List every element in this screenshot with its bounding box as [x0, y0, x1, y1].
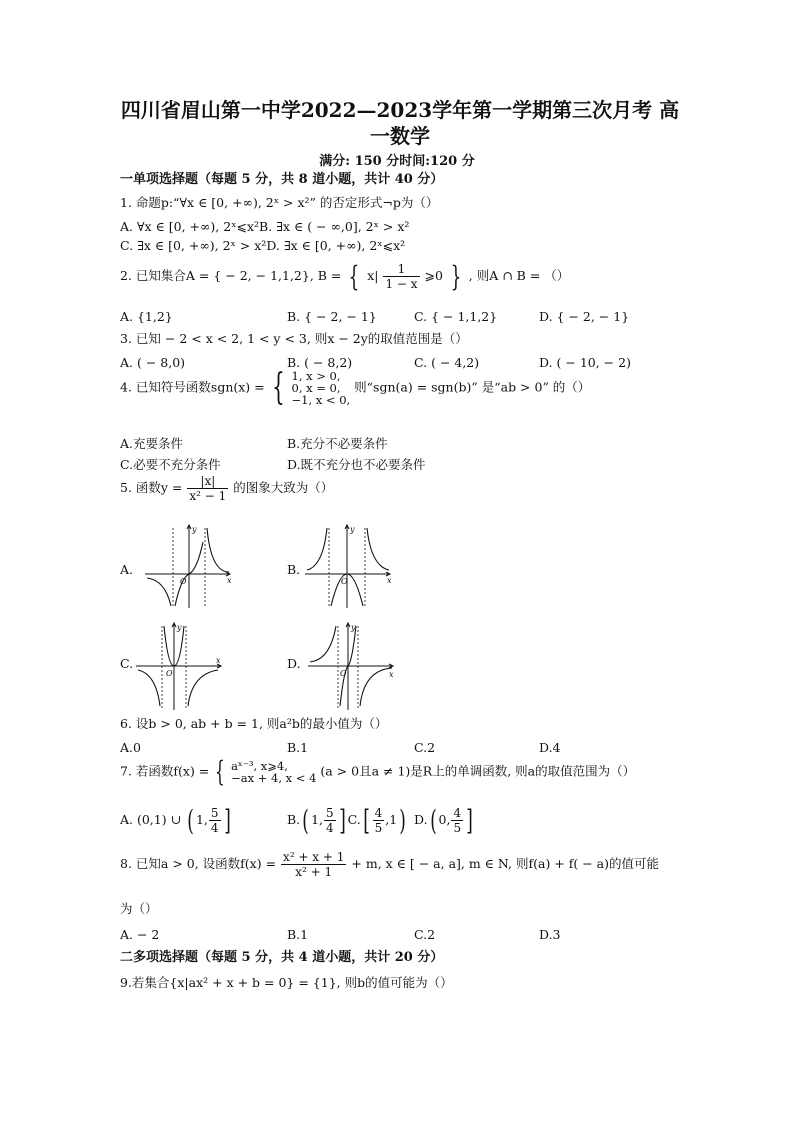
q3-stem: 3. 已知 − 2 < x < 2, 1 < y < 3, 则x − 2y的取值范围是（）	[120, 331, 468, 346]
q5-graph-d-x: x	[389, 670, 394, 679]
q5-graph-a-y: y	[192, 525, 197, 534]
q6-option-a: A.0	[120, 740, 141, 755]
q1-options-ab: A. ∀x ∈ [0, +∞), 2ˣ⩽x²B. ∃x ∈ ( − ∞,0], 2ˣ > x²	[120, 219, 410, 234]
q4-cases	[292, 370, 351, 406]
q7-option-d: D.( 0, $\frac{4}{5}$ ]	[414, 803, 473, 837]
q4-stem-b: 则“sgn(a) = sgn(b)” 是“ab > 0” 的（）	[354, 379, 591, 395]
q5-graph-a	[143, 522, 235, 610]
q5-graph-d-o: O	[340, 669, 347, 678]
q5-graph-c-o: O	[166, 669, 173, 678]
q7-a-frac	[209, 806, 221, 835]
q5-graph-c-x: x	[216, 656, 221, 665]
q8-option-d: D.3	[539, 927, 561, 942]
q7-option-a: A. (0,1) ∪ ( 1, $\frac{5}{4}$ ]	[120, 803, 231, 837]
q8-stem-a: 8. 已知a > 0, 设函数f(x) =	[120, 856, 277, 871]
q7-option-d-text: D.	[414, 812, 428, 827]
q5-graph-b-x: x	[387, 576, 392, 585]
q7-d-num: 4	[453, 806, 462, 820]
q5-graph-c	[134, 620, 226, 712]
q7-a-den: 4	[210, 821, 219, 835]
q2-set-post: ⩾0	[424, 268, 443, 283]
exam-title-line1: 四川省眉山第一中学2022—2023学年第一学期第三次月考 高	[120, 98, 680, 122]
q2-frac-num: 1	[383, 262, 419, 277]
q7-a-close: ]	[223, 803, 231, 837]
q5-frac-num: |x|	[187, 474, 228, 489]
section-2-heading: 二多项选择题（每题 5 分，共 4 道小题，共计 20 分）	[120, 950, 444, 965]
q5-label-c: C.	[120, 656, 134, 671]
q7-stem-a: 7. 若函数f(x) =	[120, 763, 210, 779]
q8-fraction	[281, 850, 346, 879]
q2-stem-b: , 则A ∩ B = （）	[468, 268, 570, 283]
q8-stem-b: + m, x ∈ [ − a, a], m ∈ N, 则f(a) + f( − a)的值可能	[351, 856, 660, 871]
q2-option-d: D. { − 2, − 1}	[539, 309, 630, 324]
q5-stem-a: 5. 函数y =	[120, 480, 183, 495]
q5-stem	[120, 474, 333, 503]
q7-option-c-text: C.	[347, 812, 361, 827]
q7-a-num: 5	[210, 806, 219, 820]
q7-stem-b: (a > 0且a ≠ 1)是R上的单调函数, 则a的取值范围为（）	[320, 763, 636, 779]
q8-frac-num: x² + x + 1	[283, 850, 345, 864]
q5-label-d: D.	[287, 656, 301, 671]
q5-label-b: B.	[287, 562, 301, 577]
q5-graph-d	[306, 620, 398, 712]
q5-graph-a-x: x	[227, 576, 232, 585]
q2-option-b: B. { − 2, − 1}	[287, 309, 377, 324]
q7-a-open: (	[187, 803, 194, 837]
q2-frac-den: 1 − x	[385, 277, 418, 291]
q7-d-den: 5	[453, 821, 462, 835]
q2-option-a: A. {1,2}	[120, 309, 173, 324]
q7-b-den: 4	[326, 821, 334, 835]
q5-stem-b: 的图象大致为（）	[233, 480, 334, 495]
q4-option-c: C.必要不充分条件	[120, 457, 221, 472]
q8-stem	[120, 850, 659, 879]
q4-case-1: 1, x > 0,	[291, 369, 341, 383]
q3-option-d: D. ( − 10, − 2)	[539, 355, 631, 370]
q1-options-cd: C. ∃x ∈ [0, +∞), 2ˣ > x²D. ∃x ∈ [0, +∞), 2ˣ⩽x²	[120, 238, 406, 253]
q8-option-b: B.1	[287, 927, 309, 942]
q7-c-close: )	[399, 803, 406, 837]
q7-c-num: 4	[374, 806, 383, 820]
q9-stem: 9.若集合{x|ax² + x + b = 0} = {1}, 则b的值可能为（）	[120, 975, 453, 990]
q7-d-frac	[451, 806, 463, 835]
q7-cases-brace: {	[215, 755, 226, 788]
q6-option-b: B.1	[287, 740, 309, 755]
q5-graph-b-y: y	[350, 525, 355, 534]
section-1-heading: 一单项选择题（每题 5 分，共 8 道小题，共计 40 分）	[120, 172, 444, 187]
q5-graph-c-y: y	[177, 623, 182, 632]
q7-option-a-text: A. (0,1) ∪	[120, 812, 182, 827]
q2-set-pre: x|	[367, 268, 379, 283]
q8-option-a: A. − 2	[120, 927, 160, 942]
q6-option-c: C.2	[414, 740, 436, 755]
q4-case-2: 0, x = 0,	[291, 381, 341, 395]
q7-b-open: (	[302, 803, 309, 837]
q3-option-c: C. ( − 4,2)	[414, 355, 480, 370]
q7-b-close: ]	[338, 803, 346, 837]
q5-frac-den: x² − 1	[189, 489, 227, 503]
q5-label-a: A.	[120, 562, 134, 577]
q7-case-1: aˣ⁻³, x⩾4,	[231, 759, 288, 773]
q2-stem-a: 2. 已知集合A = { − 2, − 1,1,2}, B =	[120, 268, 342, 283]
q5-graph-b	[303, 522, 395, 610]
q2-brace-right: }	[450, 259, 462, 293]
q7-d-close: ]	[466, 803, 473, 837]
q4-stem	[120, 367, 591, 408]
q1-stem: 1. 命题p:“∀x ∈ [0, +∞), 2ˣ > x²” 的否定形式¬p为（）	[120, 195, 439, 210]
q7-c-open: [	[362, 803, 370, 837]
q8-stem-c: 为（）	[120, 901, 158, 916]
q4-case-3: −1, x < 0,	[291, 393, 351, 407]
q2-fraction	[383, 262, 419, 291]
q2-stem	[120, 259, 570, 293]
q5-fraction	[187, 474, 228, 503]
q4-cases-brace: {	[271, 367, 285, 408]
q4-option-a: A.充要条件	[120, 436, 184, 451]
q5-graph-d-y: y	[351, 623, 356, 632]
q7-c-frac	[373, 806, 385, 835]
q4-stem-a: 4. 已知符号函数sgn(x) =	[120, 379, 265, 395]
q7-d-open: (	[429, 803, 437, 837]
q7-stem	[120, 755, 636, 788]
q7-case-2: −ax + 4, x < 4	[231, 771, 317, 785]
q3-option-a: A. ( − 8,0)	[120, 355, 186, 370]
q5-graph-a-o: O	[180, 577, 187, 586]
q4-option-b: B.充分不必要条件	[287, 436, 388, 451]
q2-option-c: C. { − 1,1,2}	[414, 309, 498, 324]
q6-option-d: D.4	[539, 740, 561, 755]
q7-cases	[231, 760, 316, 784]
q5-graph-b-o: O	[341, 577, 348, 586]
q3-option-b: B. ( − 8,2)	[287, 355, 353, 370]
q7-option-b-text: B.	[287, 812, 301, 827]
q2-brace-left: {	[348, 259, 360, 293]
q6-stem: 6. 设b > 0, ab + b = 1, 则a²b的最小值为（）	[120, 716, 388, 731]
q7-option-bc: B.( 1, $\frac{5}{4}$ ] C.[ $\frac{4}{5}$ ,1)	[287, 803, 406, 837]
exam-subtitle: 满分: 150 分时间:120 分	[319, 154, 475, 169]
exam-title-line2: 一数学	[370, 124, 430, 148]
q7-c-den: 5	[374, 821, 383, 835]
q8-option-c: C.2	[414, 927, 436, 942]
q7-b-num: 5	[326, 806, 334, 820]
q7-b-frac	[324, 806, 336, 835]
q4-option-d: D.既不充分也不必要条件	[287, 457, 426, 472]
q8-frac-den: x² + 1	[295, 865, 333, 879]
